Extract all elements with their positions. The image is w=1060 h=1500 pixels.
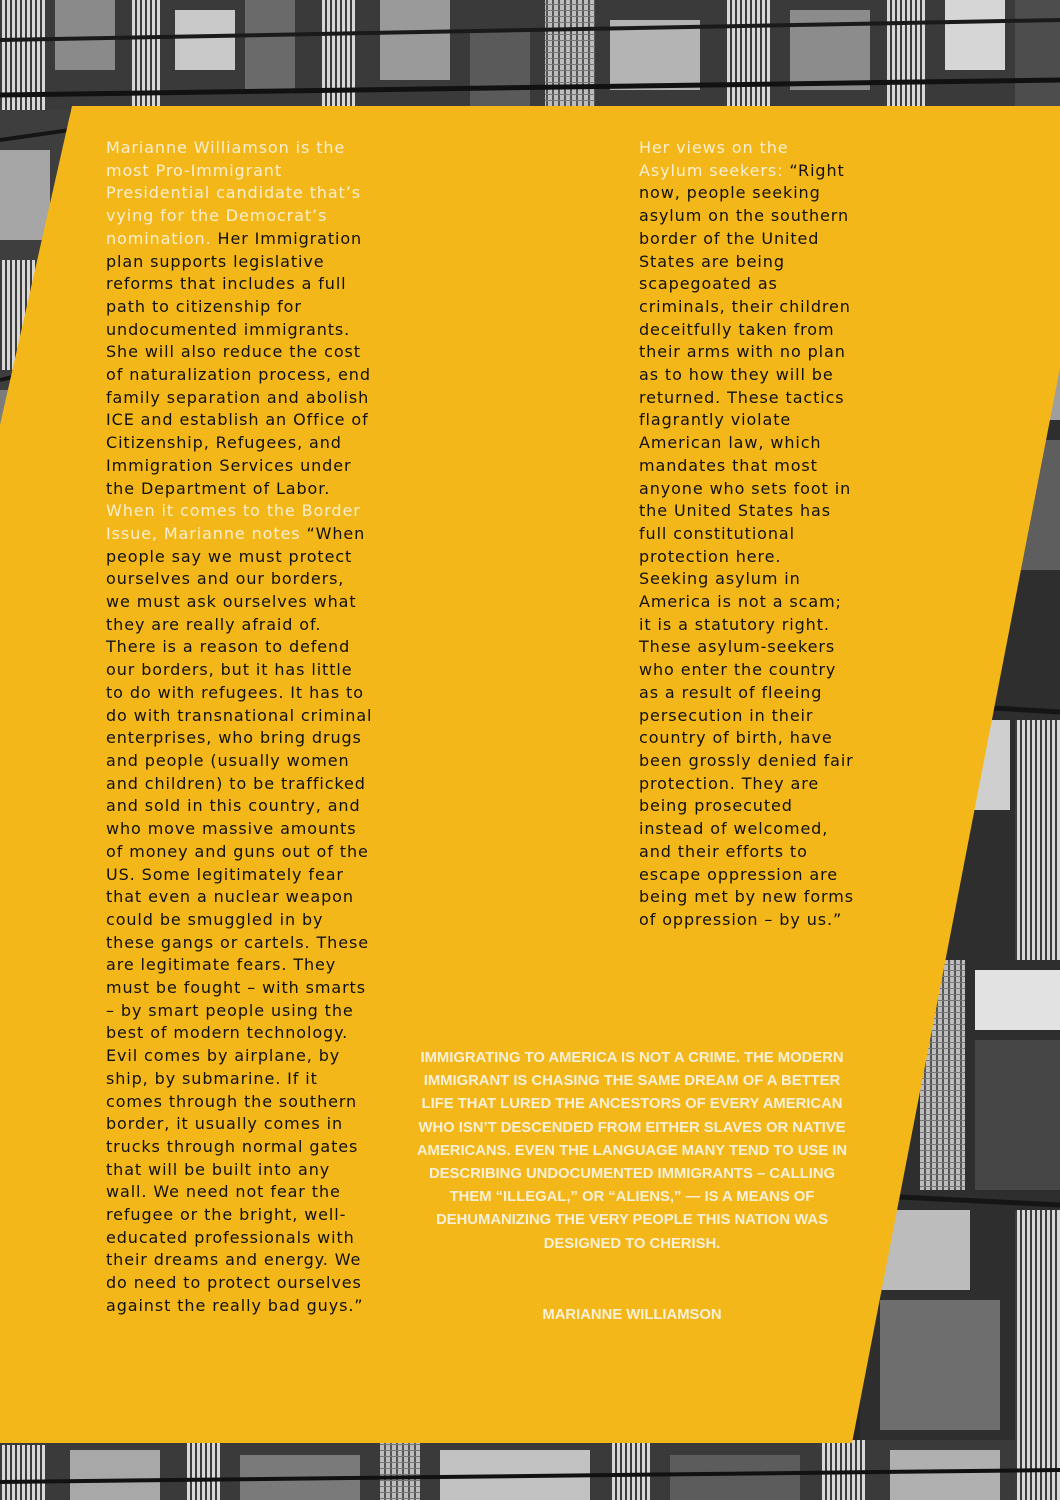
immigration-plan-text: Her Immigration plan supports legislative reforms that includes a full path to citizenship for undocumented immigrants. She will also reduce the cost of naturalization process, end family separation and abolish ICE and establish an Office of Citizenship, Refugees, and Immigration Services under the Department of Labor. [106, 228, 371, 498]
right-column-text [639, 137, 855, 932]
border-issue-highlight: When it comes to the Border Issue, Marianne notes [106, 501, 361, 543]
intro-highlight: Marianne Williamson is the most Pro-Immigrant Presidential candidate that’s vying for the Democrat’s nomination. [106, 138, 361, 248]
pull-quote-author: MARIANNE WILLIAMSON [542, 1307, 722, 1323]
asylum-intro-highlight: Her views on the Asylum seekers: [639, 138, 789, 180]
pull-quote: IMMIGRATING TO AMERICA IS NOT A CRIME. THE MODERN IMMIGRANT IS CHASING THE SAME DREAM OF A BETTER LIFE THAT LURED THE ANCESTORS OF EVERY AMERICAN WHO ISN’T DESCENDED FROM EITHER SLAVES OR NATIVE AMERICANS. EVEN THE LANGUAGE MANY TEND TO USE IN DESCRIBING UNDOCUMENTED IMMIGRANTS – CALLING THEM “ILLEGAL,” OR “ALIENS,” — IS A MEANS OF DEHUMANIZING THE VERY PEOPLE THIS NATION WAS DESIGNED TO CHERISH. [416, 1050, 848, 1252]
asylum-quote-text: “Right now, people seeking asylum on the southern border of the United States are being scapegoated as criminals, their children deceitfully taken from their arms with no plan as to how they will be returned. These tactics flagrantly violate American law, which mandates that most anyone who sets foot in the United States has full constitutional protection here. Seeking asylum in America is not a scam; it is a statutory right. These asylum-seekers who enter the country as a result of fleeing persecution in their country of birth, have been grossly denied fair protection. They are being prosecuted instead of welcomed, and their efforts to escape oppression are being met by new forms of oppression – by us.” [639, 160, 854, 929]
left-column-text [106, 137, 374, 1318]
border-quote-text: “When people say we must protect ourselves and our borders, we must ask ourselves what they are really afraid of. There is a reason to defend our borders, but it has little to do with refugees. It has to do with transnational criminal enterprises, who bring drugs and people (usually women and children) to be trafficked and sold in this country, and who move massive amounts of money and guns out of the US. Some legitimately fear that even a nuclear weapon could be smuggled in by these gangs or cartels. These are legitimate fears. They must be fought – with smarts – by smart people using the best of modern technology. Evil comes by airplane, by ship, by submarine. If it comes through the southern border, it usually comes in trucks through normal gates that will be built into any wall. We need not fear the refugee or the bright, well-educated professionals with their dreams and energy. We do need to protect ourselves against the really bad guys.” [106, 523, 373, 1315]
